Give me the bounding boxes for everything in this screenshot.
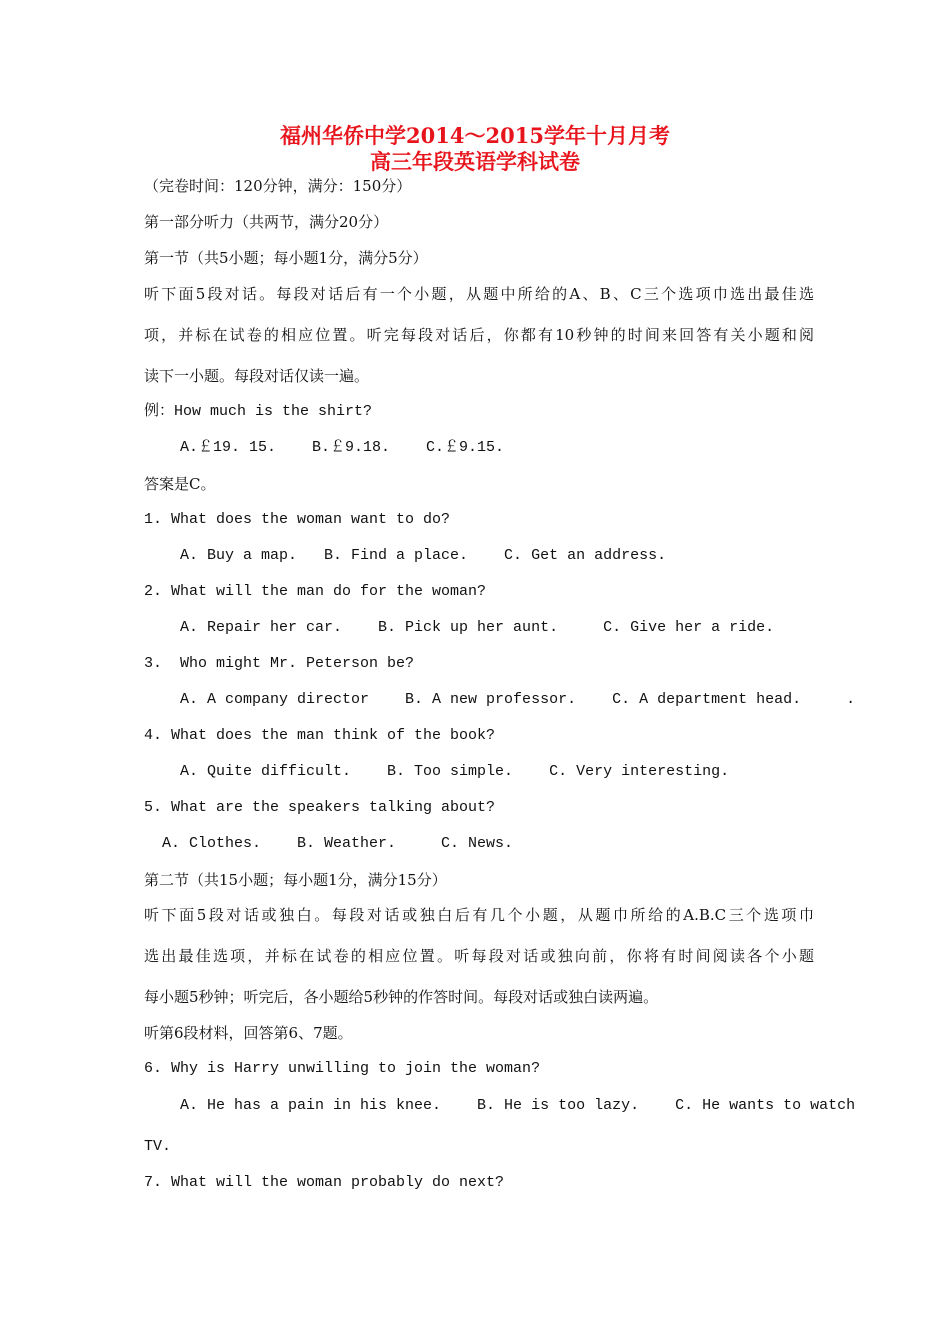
question: 6. Why is Harry unwilling to join the woman?: [144, 1060, 541, 1077]
question-options: A. A company director B. A new professor. C. A department head. .: [144, 691, 856, 708]
exam-title-line2: 高三年段英语学科试卷: [370, 149, 580, 174]
exam-info: （完卷时间：120分钟，满分：150分）: [144, 177, 412, 195]
question: 4. What does the man think of the book?: [144, 727, 496, 744]
example-answer: 答案是C。: [144, 475, 216, 493]
question-options: A. Clothes. B. Weather. C. News.: [144, 835, 514, 852]
example-question: 例：How much is the shirt?: [144, 403, 373, 420]
question: 7. What will the woman probably do next?: [144, 1174, 505, 1191]
section2-instruction-line: 每小题5秒钟；听完后，各小题给5秒钟的作答时间。每段对话或独白读两遍。: [144, 988, 659, 1006]
question-options: A. Buy a map. B. Find a place. C. Get an address.: [144, 547, 667, 564]
section1-instruction-line: 读下一小题。每段对话仅读一遍。: [144, 367, 370, 385]
example-options: A.￡19. 15. B.￡9.18. C.￡9.15.: [144, 439, 505, 456]
section1-instruction-line: 项，并标在试卷的相应位置。听完每段对话后，你都有10秒钟的时间来回答有关小题和阅: [144, 326, 814, 344]
material-note: 听第6段材料，回答第6、7题。: [144, 1024, 353, 1042]
question: 5. What are the speakers talking about?: [144, 799, 496, 816]
question: 3. Who might Mr. Peterson be?: [144, 655, 415, 672]
section2-instruction-line: 听下面5段对话或独白。每段对话或独白后有几个小题，从题巾所给的A.B.C三个选项巾: [144, 906, 814, 924]
question-options: A. Repair her car. B. Pick up her aunt. C. Give her a ride.: [144, 619, 775, 636]
section1-heading: 第一节（共5小题；每小题1分，满分5分）: [144, 249, 428, 267]
question: 2. What will the man do for the woman?: [144, 583, 487, 600]
section1-instruction-line: 听下面5段对话。每段对话后有一个小题，从题中所给的A、B、C三个选项巾选出最佳选: [144, 285, 814, 303]
question-options: A. He has a pain in his knee. B. He is too lazy. C. He wants to watch: [144, 1097, 856, 1114]
exam-title-line1: 福州华侨中学2014～2015学年十月月考: [280, 123, 670, 148]
question-options-wrap: TV.: [144, 1138, 172, 1155]
question-options: A. Quite difficult. B. Too simple. C. Very interesting.: [144, 763, 730, 780]
part1-heading: 第一部分听力（共两节，满分20分）: [144, 213, 389, 231]
question: 1. What does the woman want to do?: [144, 511, 451, 528]
section2-instruction-line: 选出最佳选项，并标在试卷的相应位置。听每段对话或独向前，你将有时间阅读各个小题: [144, 947, 814, 965]
section2-heading: 第二节（共15小题；每小题1分，满分15分）: [144, 871, 447, 889]
